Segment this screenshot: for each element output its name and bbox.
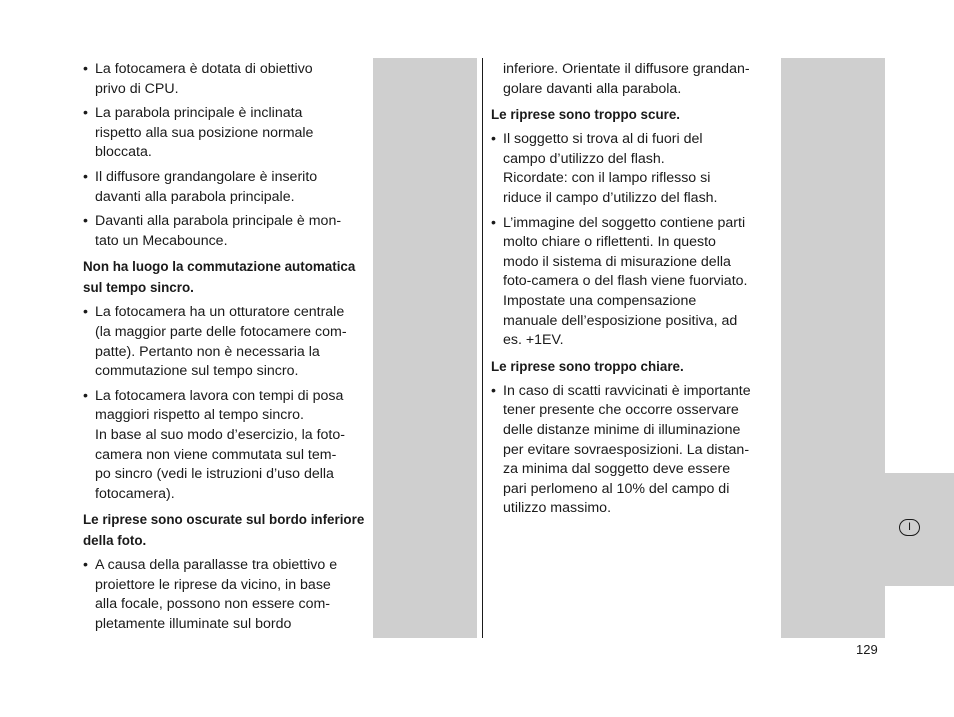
text-line: • Il diffusore grandangolare è inserito (95, 168, 318, 185)
bullet-item (83, 104, 371, 163)
text-line: riduce il campo d’utilizzo del flash. (503, 189, 718, 206)
text-line: commutazione sul tempo sincro. (95, 363, 299, 380)
text-line: camera non viene commutata sul tem- (95, 446, 337, 463)
bullet-item (491, 382, 781, 519)
text-line: patte). Pertanto non è necessaria la (95, 343, 320, 360)
text-line: maggiori rispetto al tempo sincro. (95, 407, 304, 424)
gray-margin-band-right (781, 58, 885, 638)
text-line: molto chiare o riflettenti. In questo (503, 234, 716, 251)
bullet-item (83, 212, 371, 251)
left-column (83, 60, 371, 640)
bullet-item (491, 214, 781, 351)
text-line: es. +1EV. (503, 332, 564, 349)
text-line: Non ha luogo la commutazione automatica (83, 259, 356, 275)
text-line: bloccata. (95, 144, 152, 161)
text-line: • La parabola principale è inclinata (95, 105, 303, 122)
text-line: • Davanti alla parabola principale è mon- (95, 213, 342, 230)
bullet-item (83, 303, 371, 381)
page-number: 129 (856, 642, 878, 657)
text-line: foto-camera o del flash viene fuorviato. (503, 273, 748, 290)
text-line: manuale dell’esposizione positiva, ad (503, 312, 738, 329)
text-line: • Il soggetto si trova al di fuori del (503, 131, 703, 148)
text-line: Le riprese sono oscurate sul bordo inferiore (83, 512, 365, 528)
continued-paragraph (491, 60, 781, 99)
text-line: • L’immagine del soggetto contiene parti (503, 214, 746, 231)
text-line: campo d’utilizzo del flash. (503, 150, 665, 167)
text-line: delle distanze minime di illuminazione (503, 421, 741, 438)
text-line: Le riprese sono troppo chiare. (491, 358, 684, 374)
bullet-item (83, 168, 371, 207)
gray-margin-band-left (373, 58, 477, 638)
text-line: della foto. (83, 533, 147, 549)
bullet-item (83, 556, 371, 634)
text-line: pletamente illuminate sul bordo (95, 616, 292, 633)
text-line: golare davanti alla parabola. (503, 80, 682, 97)
text-line: alla focale, possono non essere com- (95, 596, 331, 613)
text-line: • La fotocamera ha un otturatore centrale (95, 304, 345, 321)
text-line: privo di CPU. (95, 80, 179, 97)
text-line: • A causa della parallasse tra obiettivo e (95, 557, 338, 574)
text-line: za minima dal soggetto deve essere (503, 461, 731, 478)
text-line: pari perlomeno al 10% del campo di (503, 480, 730, 497)
text-line: • La fotocamera è dotata di obiettivo (95, 61, 313, 77)
text-line: In base al suo modo d’esercizio, la foto- (95, 426, 345, 443)
text-line: Ricordate: con il lampo riflesso si (503, 170, 711, 187)
section-heading (491, 104, 781, 125)
text-line: tener presente che occorre osservare (503, 402, 739, 419)
language-badge: I (899, 519, 920, 536)
section-heading (83, 256, 371, 298)
text-line: sul tempo sincro. (83, 280, 194, 296)
text-line: proiettore le riprese da vicino, in base (95, 576, 331, 593)
section-heading (83, 509, 371, 551)
text-line: Impostate una compensazione (503, 292, 697, 309)
text-line: Le riprese sono troppo scure. (491, 107, 680, 123)
text-line: • In caso di scatti ravvicinati è importante (503, 382, 751, 399)
text-line: per evitare sovraesposizioni. La distan- (503, 441, 750, 458)
text-line: fotocamera). (95, 485, 175, 502)
section-heading (491, 356, 781, 377)
column-divider (482, 58, 483, 638)
text-line: tato un Mecabounce. (95, 232, 228, 249)
bullet-item (83, 60, 371, 99)
text-line: rispetto alla sua posizione normale (95, 124, 314, 141)
text-line: po sincro (vedi le istruzioni d’uso della (95, 466, 334, 483)
text-line: • La fotocamera lavora con tempi di posa (95, 387, 344, 404)
text-line: (la maggior parte delle fotocamere com- (95, 323, 347, 340)
text-line: inferiore. Orientate il diffusore grandan- (503, 61, 750, 77)
middle-column (491, 60, 781, 524)
text-line: utilizzo massimo. (503, 500, 612, 517)
bullet-item (83, 387, 371, 505)
bullet-item (491, 130, 781, 208)
text-line: modo il sistema di misurazione della (503, 253, 731, 270)
text-line: davanti alla parabola principale. (95, 188, 295, 205)
